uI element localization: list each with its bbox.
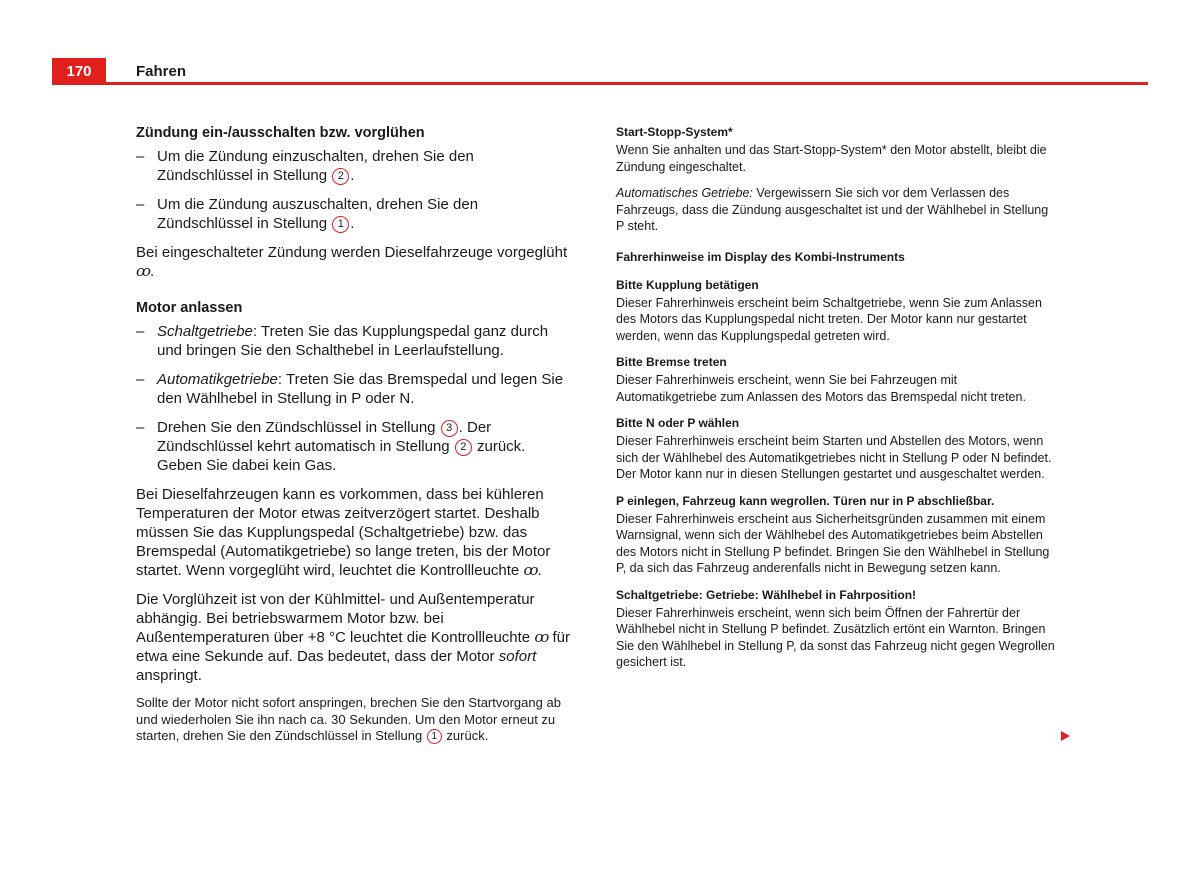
position-number-badge: 2	[455, 439, 472, 456]
section-heading-start-stop: Start-Stopp-System*	[616, 125, 733, 139]
section-heading-ignition: Zündung ein-/ausschalten bzw. vorglühen	[136, 125, 425, 141]
note-paragraph: Sollte der Motor nicht sofort anspringen, brechen Sie den Startvorgang ab und wiederholen Sie ihn nach ca. 30 Sekunden. Um den Motor erneut zu starten, drehen Sie den Zündschlüssel in Stellung 1 zurück.	[136, 695, 561, 743]
message-heading: Schaltgetriebe: Getriebe: Wählhebel in Fahrposition!	[616, 587, 917, 602]
paragraph: Dieser Fahrerhinweis erscheint, wenn sich beim Öffnen der Fahrertür der Wählhebel nicht in Stellung P befindet. Zusätzlich ertönt ein Warnton. Bringen Sie den Wählhebel in Stellung P, da sonst das Fahrzeug nicht gegen Wegrollen gesichert ist.	[616, 605, 1055, 669]
paragraph: Die Vorglühzeit ist von der Kühlmittel- und Außentemperatur abhängig. Bei betriebswarmem Motor bzw. bei Außentemperaturen über +8 °C leuchtet die Kontrollleuchte ꝏ für etwa eine Sekunde auf. Das bedeutet, dass der Motor sofort anspringt.	[136, 591, 571, 684]
list-item: – Schaltgetriebe: Treten Sie das Kupplungspedal ganz durch und bringen Sie den Schalthebel in Leerlaufstellung.	[136, 323, 549, 359]
dash: –	[136, 371, 145, 388]
position-number-badge: 2	[332, 168, 349, 185]
paragraph: Dieser Fahrerhinweis erscheint beim Schaltgetriebe, wenn Sie zum Anlassen des Motors das Kupplungspedal nicht treten. Der Motor kann nur gestartet werden, wenn das Kupplungspedal getreten wird.	[616, 295, 1042, 343]
message-heading: Bitte N oder P wählen	[616, 416, 740, 430]
chapter-title: Fahren	[136, 63, 187, 80]
list-item: – Automatikgetriebe: Treten Sie das Bremspedal und legen Sie den Wählhebel in Stellung in P oder N.	[136, 371, 564, 407]
section-heading-driver-messages: Fahrerhinweise im Display des Kombi-Instruments	[616, 249, 905, 264]
continue-arrow-icon	[1061, 731, 1070, 741]
position-number-badge: 1	[332, 216, 349, 233]
position-number-badge: 1	[427, 729, 442, 744]
paragraph: Bei Dieselfahrzeugen kann es vorkommen, dass bei kühleren Temperaturen der Motor etwas zeitverzögert startet. Deshalb müssen Sie das Kupplungspedal (Schaltgetriebe) bzw. das Bremspedal (Automatikgetriebe) so lange treten, bis der Motor startet. Wenn vorgeglüht wird, leuchtet die Kontrollleuchte ꝏ.	[136, 486, 551, 579]
list-item: – Um die Zündung einzuschalten, drehen Sie den Zündschlüssel in Stellung 2 .	[136, 148, 474, 184]
list-item: – Um die Zündung auszuschalten, drehen Sie den Zündschlüssel in Stellung 1 .	[136, 196, 479, 232]
position-number-badge: 3	[441, 420, 458, 437]
page-number: 170	[66, 63, 92, 80]
glow-plug-icon: ꝏ	[136, 262, 150, 280]
dash: –	[136, 148, 145, 165]
message-heading: P einlegen, Fahrzeug kann wegrollen. Türen nur in P abschließbar.	[616, 493, 995, 508]
dash: –	[136, 196, 145, 213]
paragraph: Bei eingeschalteter Zündung werden Dieselfahrzeuge vorgeglüht ꝏ.	[136, 244, 568, 280]
paragraph: Dieser Fahrerhinweis erscheint aus Sicherheitsgründen zusammen mit einem Warnsignal, wenn sich der Wählhebel des Automatikgetriebes beim Abstellen des Motors nicht in Stellung P befindet. Bringen Sie den Wählhebel in Stellung P, da sich das Fahrzeug anderenfalls nicht in Bewegung setzen kann.	[616, 511, 1050, 575]
page-number-badge	[52, 58, 106, 85]
glow-plug-icon: ꝏ	[534, 628, 549, 646]
paragraph: Dieser Fahrerhinweis erscheint, wenn Sie bei Fahrzeugen mit Automatikgetriebe zum Anlassen des Motors das Bremspedal nicht treten.	[616, 373, 1026, 404]
right-column	[616, 124, 1058, 681]
header-rule	[52, 82, 1148, 85]
message-heading: Bitte Bremse treten	[616, 355, 727, 369]
left-column	[136, 124, 572, 755]
list-item: – Drehen Sie den Zündschlüssel in Stellung 3 . Der Zündschlüssel kehrt automatisch in Stellung 2 zurück. Geben Sie dabei kein Gas.	[136, 419, 526, 474]
paragraph: Wenn Sie anhalten und das Start-Stopp-System* den Motor abstellt, bleibt die Zündung eingeschaltet.	[616, 143, 1047, 174]
dash: –	[136, 419, 145, 436]
dash: –	[136, 323, 145, 340]
paragraph: Automatisches Getriebe: Vergewissern Sie sich vor dem Verlassen des Fahrzeugs, dass die Zündung ausgeschaltet ist und der Wählhebel in Stellung P steht.	[616, 186, 1049, 233]
glow-plug-icon: ꝏ	[523, 561, 538, 579]
section-heading-start-engine: Motor anlassen	[136, 300, 243, 316]
message-heading: Bitte Kupplung betätigen	[616, 277, 759, 292]
paragraph: Dieser Fahrerhinweis erscheint beim Starten und Abstellen des Motors, wenn sich der Wählhebel des Automatikgetriebes nicht in Stellung P oder N befindet. Der Motor kann nur in diesen Stellungen gestartet und ausgeschaltet werden.	[616, 434, 1052, 481]
